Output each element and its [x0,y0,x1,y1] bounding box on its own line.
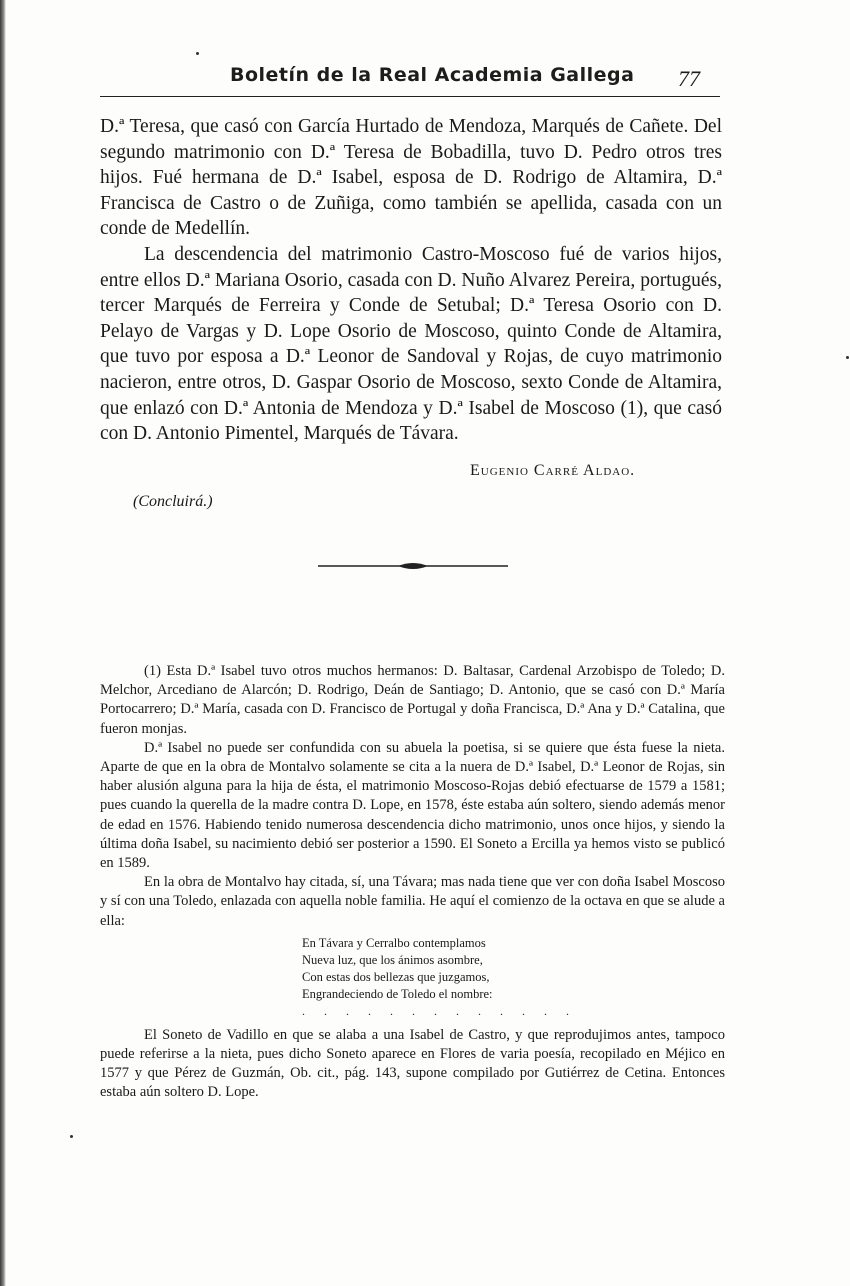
poem-line: Con estas dos bellezas que juzgamos, [302,969,490,984]
paper-speck [846,356,849,359]
page-number: 77 [678,66,700,91]
paragraph-1: D.ª Teresa, que casó con García Hurtado de Mendoza, Marqués de Cañete. Del segundo matrimonio con D.ª Teresa de Bobadilla, tuvo D. Pedro otros tres hijos. Fué hermana de D.ª Isabel, esposa de D. Rodrigo de Altamira, D.ª Francisca de Castro o de Zuñiga, como también se apellida, casada con un conde de Medellín. [100,116,722,240]
footnote-1: (1) Esta D.ª Isabel tuvo otros muchos hermanos: D. Baltasar, Cardenal Arzobispo de Toledo; D. Melchor, Arcediano de Alarcón; D. Rodrigo, Deán de Santiago; D. Antonio, que se casó con D.ª María Portocarrero; D.ª María, casada con D. Francisco de Portugal y doña Francisca, D.ª Ana y D.ª Catalina, que fueron monjas. [100,663,725,737]
main-text [100,114,722,447]
page-edge-shadow [0,0,6,1286]
journal-title: Boletín de la Real Academia Gallega [230,64,635,86]
section-divider-ornament [318,558,508,574]
footnotes [100,662,725,1103]
author-signature: Eugenio Carré Aldao. [470,462,636,479]
quoted-octave [302,935,725,1020]
poem-line: En Távara y Cerralbo contemplamos [302,935,486,950]
running-header [100,60,720,97]
footnote-paragraph-4: El Soneto de Vadillo en que se alaba a una Isabel de Castro, y que reprodujimos antes, tampoco puede referirse a la nieta, pues dicho Soneto aparece en Flores de varia poesía, recopilado en Méjico en 1577 y que Pérez de Guzmán, Ob. cit., pág. 143, supone compilado por Gutiérrez de Cetina. Entonces estaba aún soltero D. Lope. [100,1026,725,1101]
footnote-paragraph-2: D.ª Isabel no puede ser confundida con su abuela la poetisa, si se quiere que ésta fuese la nieta. Aparte de que en la obra de Montalvo solamente se cita a la nuera de D.ª Isabel, D.ª Leonor de Rojas, sin haber alusión alguna para la hija de ésta, el matrimonio Moscoso-Rojas debió efectuarse de 1579 a 1581; pues cuando la querella de la madre contra D. Lope, en 1578, éste estaba aún soltero, siendo además menor de edad en 1576. Habiendo tenido numerosa descendencia dicho matrimonio, unos once hijos, y siendo la última doña Isabel, su nacimiento debió ser posterior a 1590. El Soneto a Ercilla ya hemos visto se publicó en 1589. [100,739,725,872]
footnote-paragraph-3: En la obra de Montalvo hay citada, sí, una Távara; mas nada tiene que ver con doña Isabel Moscoso y sí con una Toledo, enlazada con aquella noble familia. He aquí el comienzo de la octava en que se alude a ella: [100,874,725,929]
paper-speck [70,1135,73,1138]
poem-ellipsis: . . . . . . . . . . . . . [302,1003,577,1018]
paragraph-2: La descendencia del matrimonio Castro-Moscoso fué de varios hijos, entre ellos D.ª Mariana Osorio, casada con D. Nuño Alvarez Pereira, portugués, tercer Marqués de Ferreira y Conde de Setubal; D.ª Teresa Osorio con D. Pelayo de Vargas y D. Lope Osorio de Moscoso, quinto Conde de Altamira, que tuvo por esposa a D.ª Leonor de Sandoval y Rojas, de cuyo matrimonio nacieron, entre otros, D. Gaspar Osorio de Moscoso, sexto Conde de Altamira, que enlazó con D.ª Antonia de Mendoza y D.ª Isabel de Moscoso (1), que casó con D. Antonio Pimentel, Marqués de Távara. [100,243,722,445]
poem-line: Nueva luz, que los ánimos asombre, [302,952,483,967]
paper-speck [196,52,199,55]
continuation-note: (Concluirá.) [133,493,213,510]
poem-line: Engrandeciendo de Toledo el nombre: [302,986,493,1001]
